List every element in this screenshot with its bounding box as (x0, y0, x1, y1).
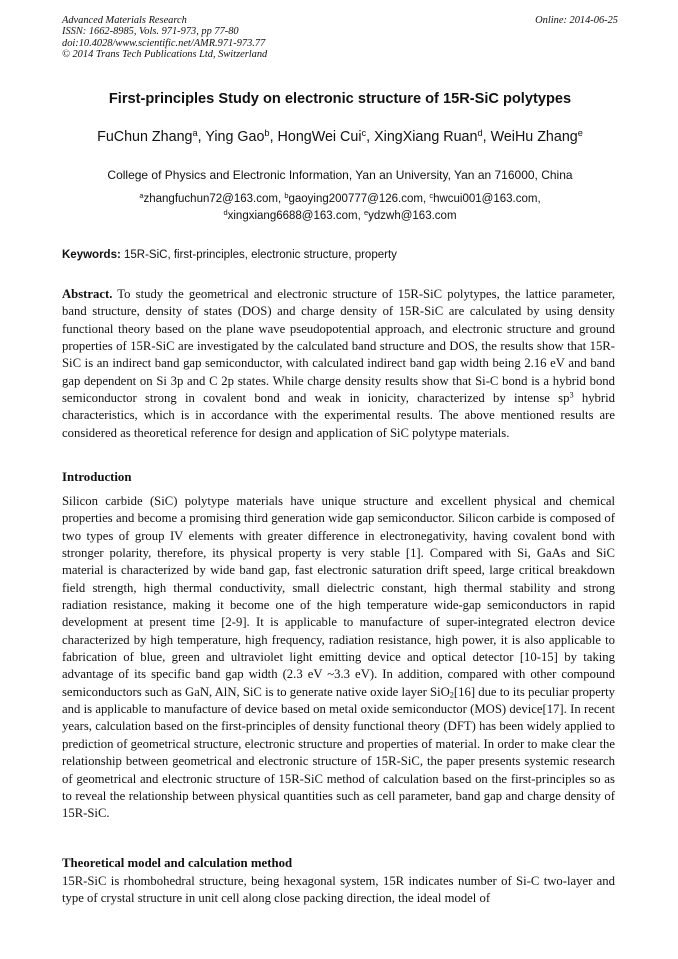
author-name: WeiHu Zhang (490, 129, 578, 145)
introduction-subscript: 2 (449, 690, 454, 700)
method-paragraph: 15R-SiC is rhombohedral structure, being hexagonal system, 15R indicates number of Si-C two-layer and type of crystal structure in unit cell along close packing direction, the ideal model of (62, 874, 615, 906)
abstract-text-2: hybrid characteristics, which is in accordance with the experimental results. The above mentioned results are considered as theoretical reference for design and application of SiC polytype materials. (62, 391, 615, 440)
author-affiliation-mark: e (577, 127, 583, 138)
method-heading: Theoretical model and calculation method (62, 856, 293, 870)
journal-name: Advanced Materials Research (62, 15, 187, 26)
abstract-label: Abstract. (62, 287, 113, 301)
author-name: FuChun Zhang (97, 129, 193, 145)
author-list: FuChun Zhang$^a$, Ying Gao$^b$, HongWei Cui$^c$, XingXiang Ruan$^d$, WeiHu Zhang$^e$ (97, 127, 583, 145)
introduction-text-1: Silicon carbide (SiC) polytype materials have unique structure and excellent physical and chemical properties and become a promising third generation wide gap semiconductor. Silicon carbide is composed of two types of group IV elements with greater difference in electronegativity, having covalent bond with stronger polarity, therefore, its physical property is very stable [1]. Compared with Si, GaAs and SiC material is characterized by wide band gap, fast electronic saturation drift speed, large critical breakdown field strength, high thermal conductivity, small dielectric constant, high thermal stability and strong radiation resistance, making it become one of the high temperature wide-gap semiconductors in rapid development at present time [2-9]. It is applicable to manufacture of super-integrated electron device characterized by high temperature, high frequency, radiation resistance, high power, it is also applicable to fabrication of blue, green and ultraviolet light emitting device and optical detector [10-15] by taking advantage of its specific band gap width (2.3 eV ~3.3 eV). In addition, compared with other compound semiconductors such as GaN, AlN, SiC is to generate native oxide layer SiO (62, 494, 615, 699)
online-date: Online: 2014-06-25 (535, 15, 618, 26)
keywords-label: Keywords: (62, 249, 121, 261)
email-link[interactable]: zhangfuchun72@163.com (143, 193, 278, 205)
keywords-line (62, 249, 618, 261)
introduction-paragraph (62, 493, 615, 823)
journal-header (62, 15, 618, 61)
email-link[interactable]: xingxiang6688@163.com (227, 210, 358, 222)
paper-title: First-principles Study on electronic structure of 15R-SiC polytypes (108, 91, 572, 107)
author-affiliation-mark: b (264, 127, 270, 138)
keywords-text: 15R-SiC, first-principles, electronic structure, property (124, 249, 397, 261)
journal-issn: ISSN: 1662-8985, Vols. 971-973, pp 77-80 (62, 26, 239, 38)
affiliation: College of Physics and Electronic Information, Yan an University, Yan an 716000, China (107, 168, 573, 182)
email-link[interactable]: ydzwh@163.com (368, 210, 457, 222)
author-affiliation-mark: d (477, 127, 483, 138)
abstract-superscript: 3 (569, 390, 574, 400)
email-link[interactable]: hwcui001@163.com (433, 193, 538, 205)
author-affiliation-mark: a (192, 127, 198, 138)
journal-doi: doi:10.4028/www.scientific.net/AMR.971-973.77 (62, 37, 266, 49)
author-name: XingXiang Ruan (374, 129, 478, 145)
introduction-heading: Introduction (62, 470, 132, 484)
introduction-text-2: [16] due to its peculiar property and is applicable to manufacture of device based on metal oxide semiconductor (MOS) device[17]. In recent years, calculation based on the first-principles of density functional theory (DFT) has been widely applied to prediction of geometrical structure, electronic structure and properties of material. In order to make clear the relationship between geometrical and electronic structure of 15R-SiC, the paper presents systemic research of geometrical and electronic structure of 15R-SiC method of calculation based on the first-principles so as to reveal the relationship between physical quantities such as cell parameter, band gap and charge density of 15R-SiC. (62, 684, 615, 821)
abstract-paragraph (62, 286, 615, 442)
author-affiliation-mark: c (361, 127, 367, 138)
journal-copyright: © 2014 Trans Tech Publications Ltd, Switzerland (62, 49, 268, 61)
author-name: Ying Gao (205, 129, 265, 145)
email-link[interactable]: gaoying200777@126.com (288, 193, 423, 205)
author-name: HongWei Cui (277, 129, 362, 145)
abstract-text-1: To study the geometrical and electronic structure of 15R-SiC polytypes, the lattice parameter, band structure, density of states (DOS) and charge density of 15R-SiC are calculated by using density functional theory based on the plane wave pseudopotential approach, and electronic structure and ground properties of 15R-SiC are investigated by the calculated band structure and DOS, the results show that 15R-SiC is an indirect band gap semiconductor, with calculated indirect band gap width being 2.16 eV and band gap dependent on Si 3p and C 2p states. While charge density results show that Si-C bond is a hybrid bond semiconductor strong in covalent bond and weak in ionicity, characterized by intense sp (62, 287, 615, 406)
author-emails: $^a$zhangfuchun72@163.com, $^b$gaoying200777@126.com, $^c$hwcui001@163.com, $^d$xingxiang6688@163.com, $^e$ydzwh@163.com (139, 190, 541, 222)
